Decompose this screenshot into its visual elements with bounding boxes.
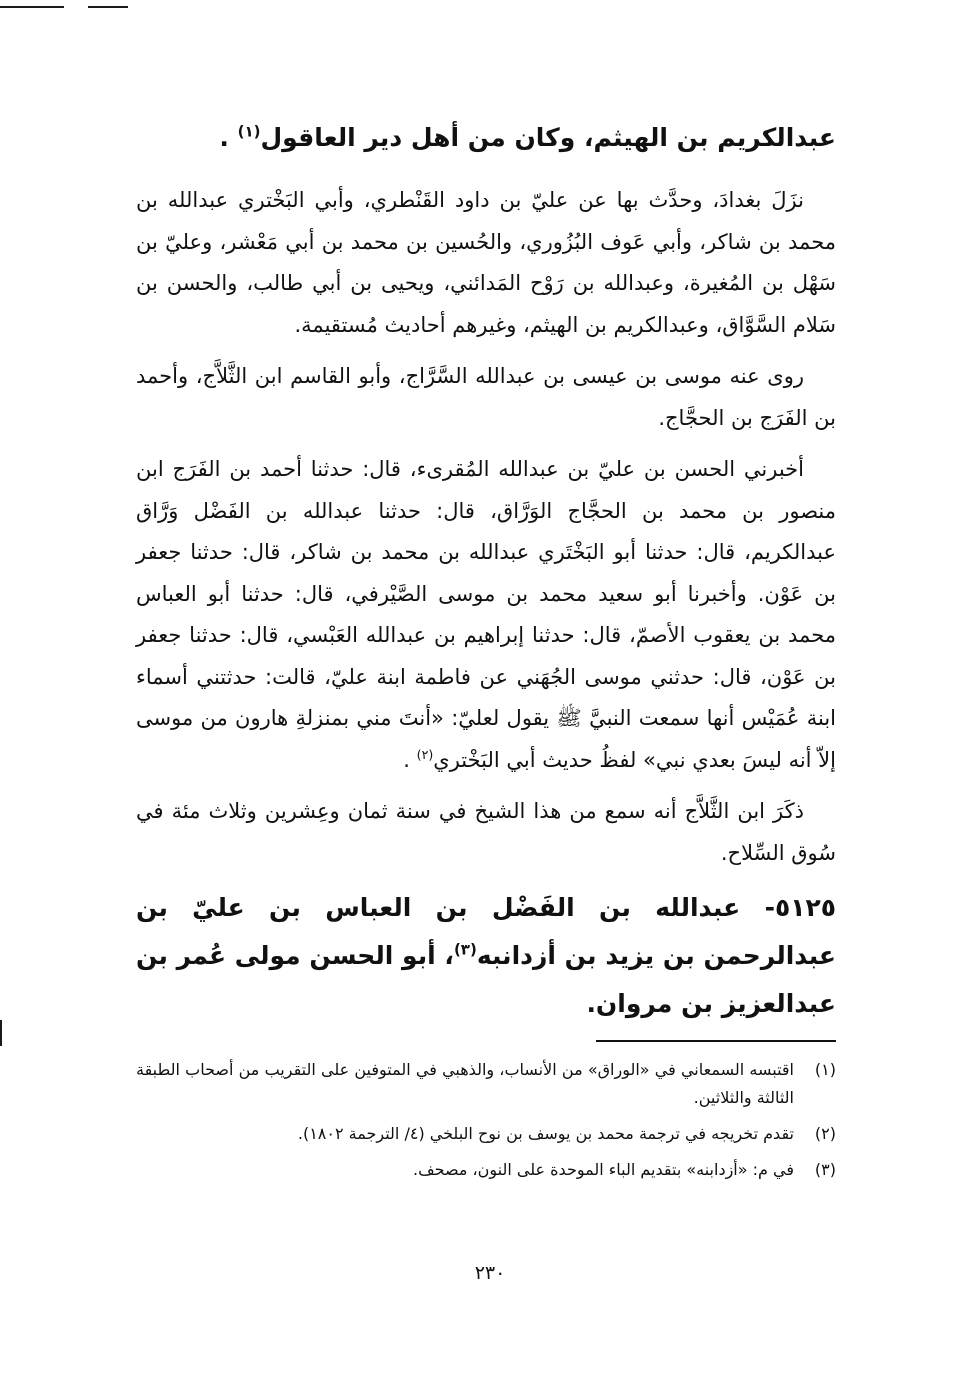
paragraph-3 xyxy=(136,449,836,781)
biography-heading xyxy=(136,118,836,158)
entry-name: عبدالله بن الفَضْل بن العباس بن عليّ بن عبدالرحمن بن يزيد بن أزدانبه xyxy=(136,893,836,970)
footnote-text: في م: «أزدابنه» بتقديم الباء الموحدة على النون، مصحف. xyxy=(412,1160,794,1179)
footnote-number: (٣) xyxy=(814,1160,836,1179)
heading-name: عبدالكريم بن الهيثم، وكان من أهل دير العاقول xyxy=(260,123,836,152)
footnote-number: (١) xyxy=(814,1060,836,1079)
footnote-text: اقتبسه السمعاني في «الوراق» من الأنساب، والذهبي في المتوفين على التقريب من أصحاب الطبقة الثالثة والثلاثين. xyxy=(136,1060,794,1107)
scan-edge-line xyxy=(88,6,128,8)
paragraph-2: روى عنه موسى بن عيسى بن عبدالله السَّرَّاج، وأبو القاسم ابن الثَّلاَّج، وأحمد بن الفَرَج بن الحجَّاج. xyxy=(136,364,836,430)
footnote-1 xyxy=(136,1056,836,1112)
scan-edge-mark xyxy=(0,1020,2,1046)
entry-kunya: ، أبو الحسن مولى عُمر بن عبدالعزيز بن مروان. xyxy=(136,941,836,1018)
footnote-ref-2: (٢) xyxy=(416,746,434,762)
paragraph-3-end: . xyxy=(403,747,417,772)
paragraph-1: نزَلَ بغدادَ، وحدَّث بها عن عليّ بن داود القَنْطري، وأبي البَخْتري عبدالله بن محمد بن شاكر، وأبي عَوف البُزُوري، والحُسين بن محمد بن أبي مَعْشر، وعليّ بن سَهْل بن المُغيرة، وعبدالله بن رَوْح المَدائني، ويحيى بن أبي طالب، والحسن بن سَلام السَّوَّاق، وعبدالكريم بن الهيثم، وغيرهم أحاديث مُستقيمة. xyxy=(136,188,836,337)
book-page xyxy=(136,118,836,1192)
page-number: ٢٣٠ xyxy=(474,1262,506,1284)
footnote-3 xyxy=(136,1156,836,1184)
footnote-2 xyxy=(136,1120,836,1148)
footnote-text: تقدم تخريجه في ترجمة محمد بن يوسف بن نوح البلخي (٤/ الترجمة ١٨٠٢). xyxy=(297,1124,794,1143)
footnotes xyxy=(136,1056,836,1184)
scan-edge-line xyxy=(0,6,64,8)
footnote-ref-3: (٣) xyxy=(453,940,477,959)
footnote-ref-1: (١) xyxy=(237,122,261,141)
paragraph-3-text: أخبرني الحسن بن عليّ بن عبدالله المُقرىء، قال: حدثنا أحمد بن الفَرَج ابن منصور بن محمد بن الحجَّاج الوَرَّاق، قال: حدثنا عبدالله بن الفَضْل وَرَّاق عبدالكريم، قال: حدثنا أبو البَخْتَري عبدالله بن محمد بن شاكر، قال: حدثنا جعفر بن عَوْن. وأخبرنا أبو سعيد محمد بن موسى الصَّيْرفي، قال: حدثنا أبو العباس محمد بن يعقوب الأصمّ، قال: حدثنا إبراهيم بن عبدالله العَبْسي، قال: حدثنا جعفر بن عَوْن، قال: حدثني موسى الجُهَني عن فاطمة ابنة عليّ، قالت: حدثتني أسماء ابنة عُمَيْس أنها سمعت النبيَّ ﷺ يقول لعليّ: «أنتَ مني بمنزلةِ هارون من موسى إلاّ أنه ليسَ بعدي نبي» لفظُ حديث أبي البَخْتري xyxy=(136,457,836,772)
heading-end: . xyxy=(219,123,238,152)
next-entry-heading xyxy=(136,884,836,1028)
paragraph-4: ذكَرَ ابن الثَّلاَّج أنه سمع من هذا الشيخ في سنة ثمان وعِشرين وثلاث مئة في سُوق السِّلاح. xyxy=(136,799,836,865)
footnote-number: (٢) xyxy=(814,1124,836,1143)
footnote-separator xyxy=(596,1040,836,1042)
entry-number: ٥١٢٥- xyxy=(764,893,836,922)
